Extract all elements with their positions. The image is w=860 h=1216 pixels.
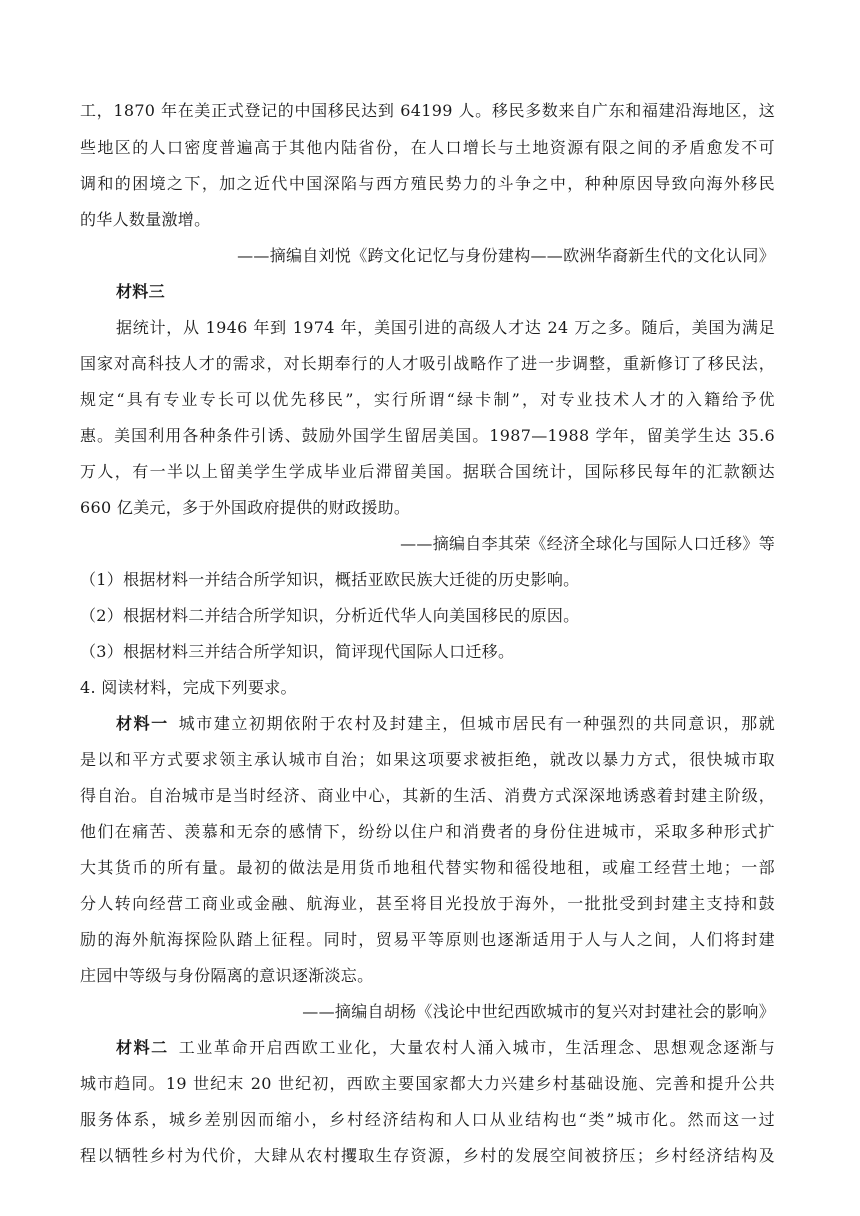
paragraph-line: 工，1870 年在美正式登记的中国移民达到 64199 人。移民多数来自广东和福建沿海地区，这 xyxy=(80,101,775,120)
source-citation: ——摘编自胡杨《浅论中世纪西欧城市的复兴对封建社会的影响》 xyxy=(302,1002,775,1021)
paragraph-line: 调和的困境之下，加之近代中国深陷与西方殖民势力的斗争之中，种种原因导致向海外移民 xyxy=(80,174,775,193)
paragraph-line: 是以和平方式要求领主承认城市自治；如果这项要求被拒绝，就改以暴力方式，很快城市取 xyxy=(80,750,775,769)
paragraph-line: 大其货币的所有量。最初的做法是用货币地租代替实物和徭役地租，或雇工经营土地；一部 xyxy=(80,858,775,877)
paragraph-line xyxy=(116,712,775,736)
paragraph-line: 程以牺牲乡村为代价，大肆从农村攫取生存资源，乡村的发展空间被挤压；乡村经济结构及 xyxy=(80,1146,775,1165)
question-2: （2）根据材料二并结合所学知识，分析近代华人向美国移民的原因。 xyxy=(80,606,580,625)
paragraph-line: 他们在痛苦、羡慕和无奈的感情下，纷纷以住户和消费者的身份住进城市，采取多种形式扩 xyxy=(80,822,775,841)
paragraph-line: 些地区的人口密度普遍高于其他内陆省份，在人口增长与土地资源有限之间的矛盾愈发不可 xyxy=(80,138,775,157)
question-item-4: 4. 阅读材料，完成下列要求。 xyxy=(80,678,297,697)
paragraph-text: 工业革命开启西欧工业化，大量农村人涌入城市，生活理念、思想观念逐渐与 xyxy=(178,1038,776,1057)
source-citation: ——摘编自李其荣《经济全球化与国际人口迁移》等 xyxy=(400,534,775,553)
paragraph-line: 660 亿美元，多于外国政府提供的财政援助。 xyxy=(80,498,411,517)
paragraph-line: 的华人数量激增。 xyxy=(80,210,211,229)
source-citation: ——摘编自刘悦《跨文化记忆与身份建构——欧洲华裔新生代的文化认同》 xyxy=(237,246,775,265)
paragraph-line: 服务体系，城乡差别因而缩小，乡村经济结构和人口从业结构也“类”城市化。然而这一过 xyxy=(80,1110,775,1129)
paragraph-line: 庄园中等级与身份隔离的意识逐渐淡忘。 xyxy=(80,966,374,985)
paragraph-line: 得自治。自治城市是当时经济、商业中心，其新的生活、消费方式深深地诱惑着封建主阶级， xyxy=(80,786,775,805)
paragraph-line: 分人转向经营工商业或金融、航海业，甚至将目光投放于海外，一批批受到封建主支持和鼓 xyxy=(80,894,775,913)
material-heading: 材料一 xyxy=(116,714,169,733)
material-heading: 材料二 xyxy=(116,1038,169,1057)
paragraph-line: 万人，有一半以上留美学生学成毕业后滞留美国。据联合国统计，国际移民每年的汇款额达 xyxy=(80,462,775,481)
paragraph-text: 城市建立初期依附于农村及封建主，但城市居民有一种强烈的共同意识，那就 xyxy=(178,714,776,733)
paragraph-line: 惠。美国利用各种条件引诱、鼓励外国学生留居美国。1987—1988 学年，留美学生达 35.6 xyxy=(80,426,775,445)
question-1: （1）根据材料一并结合所学知识，概括亚欧民族大迁徙的历史影响。 xyxy=(80,570,580,589)
paragraph-line xyxy=(116,1036,775,1060)
question-3: （3）根据材料三并结合所学知识，简评现代国际人口迁移。 xyxy=(80,642,515,661)
paragraph-line: 励的海外航海探险队踏上征程。同时，贸易平等原则也逐渐适用于人与人之间，人们将封建 xyxy=(80,930,775,949)
paragraph-line: 国家对高科技人才的需求，对长期奉行的人才吸引战略作了进一步调整，重新修订了移民法， xyxy=(80,354,775,373)
paragraph-line: 据统计，从 1946 年到 1974 年，美国引进的高级人才达 24 万之多。随后，美国为满足 xyxy=(116,318,775,337)
paragraph-line: 规定“具有专业专长可以优先移民”，实行所谓“绿卡制”，对专业技术人才的入籍给予优 xyxy=(80,390,775,409)
paragraph-line: 城市趋同。19 世纪末 20 世纪初，西欧主要国家都大力兴建乡村基础设施、完善和提升公共 xyxy=(80,1074,775,1093)
material-heading: 材料三 xyxy=(116,282,165,301)
